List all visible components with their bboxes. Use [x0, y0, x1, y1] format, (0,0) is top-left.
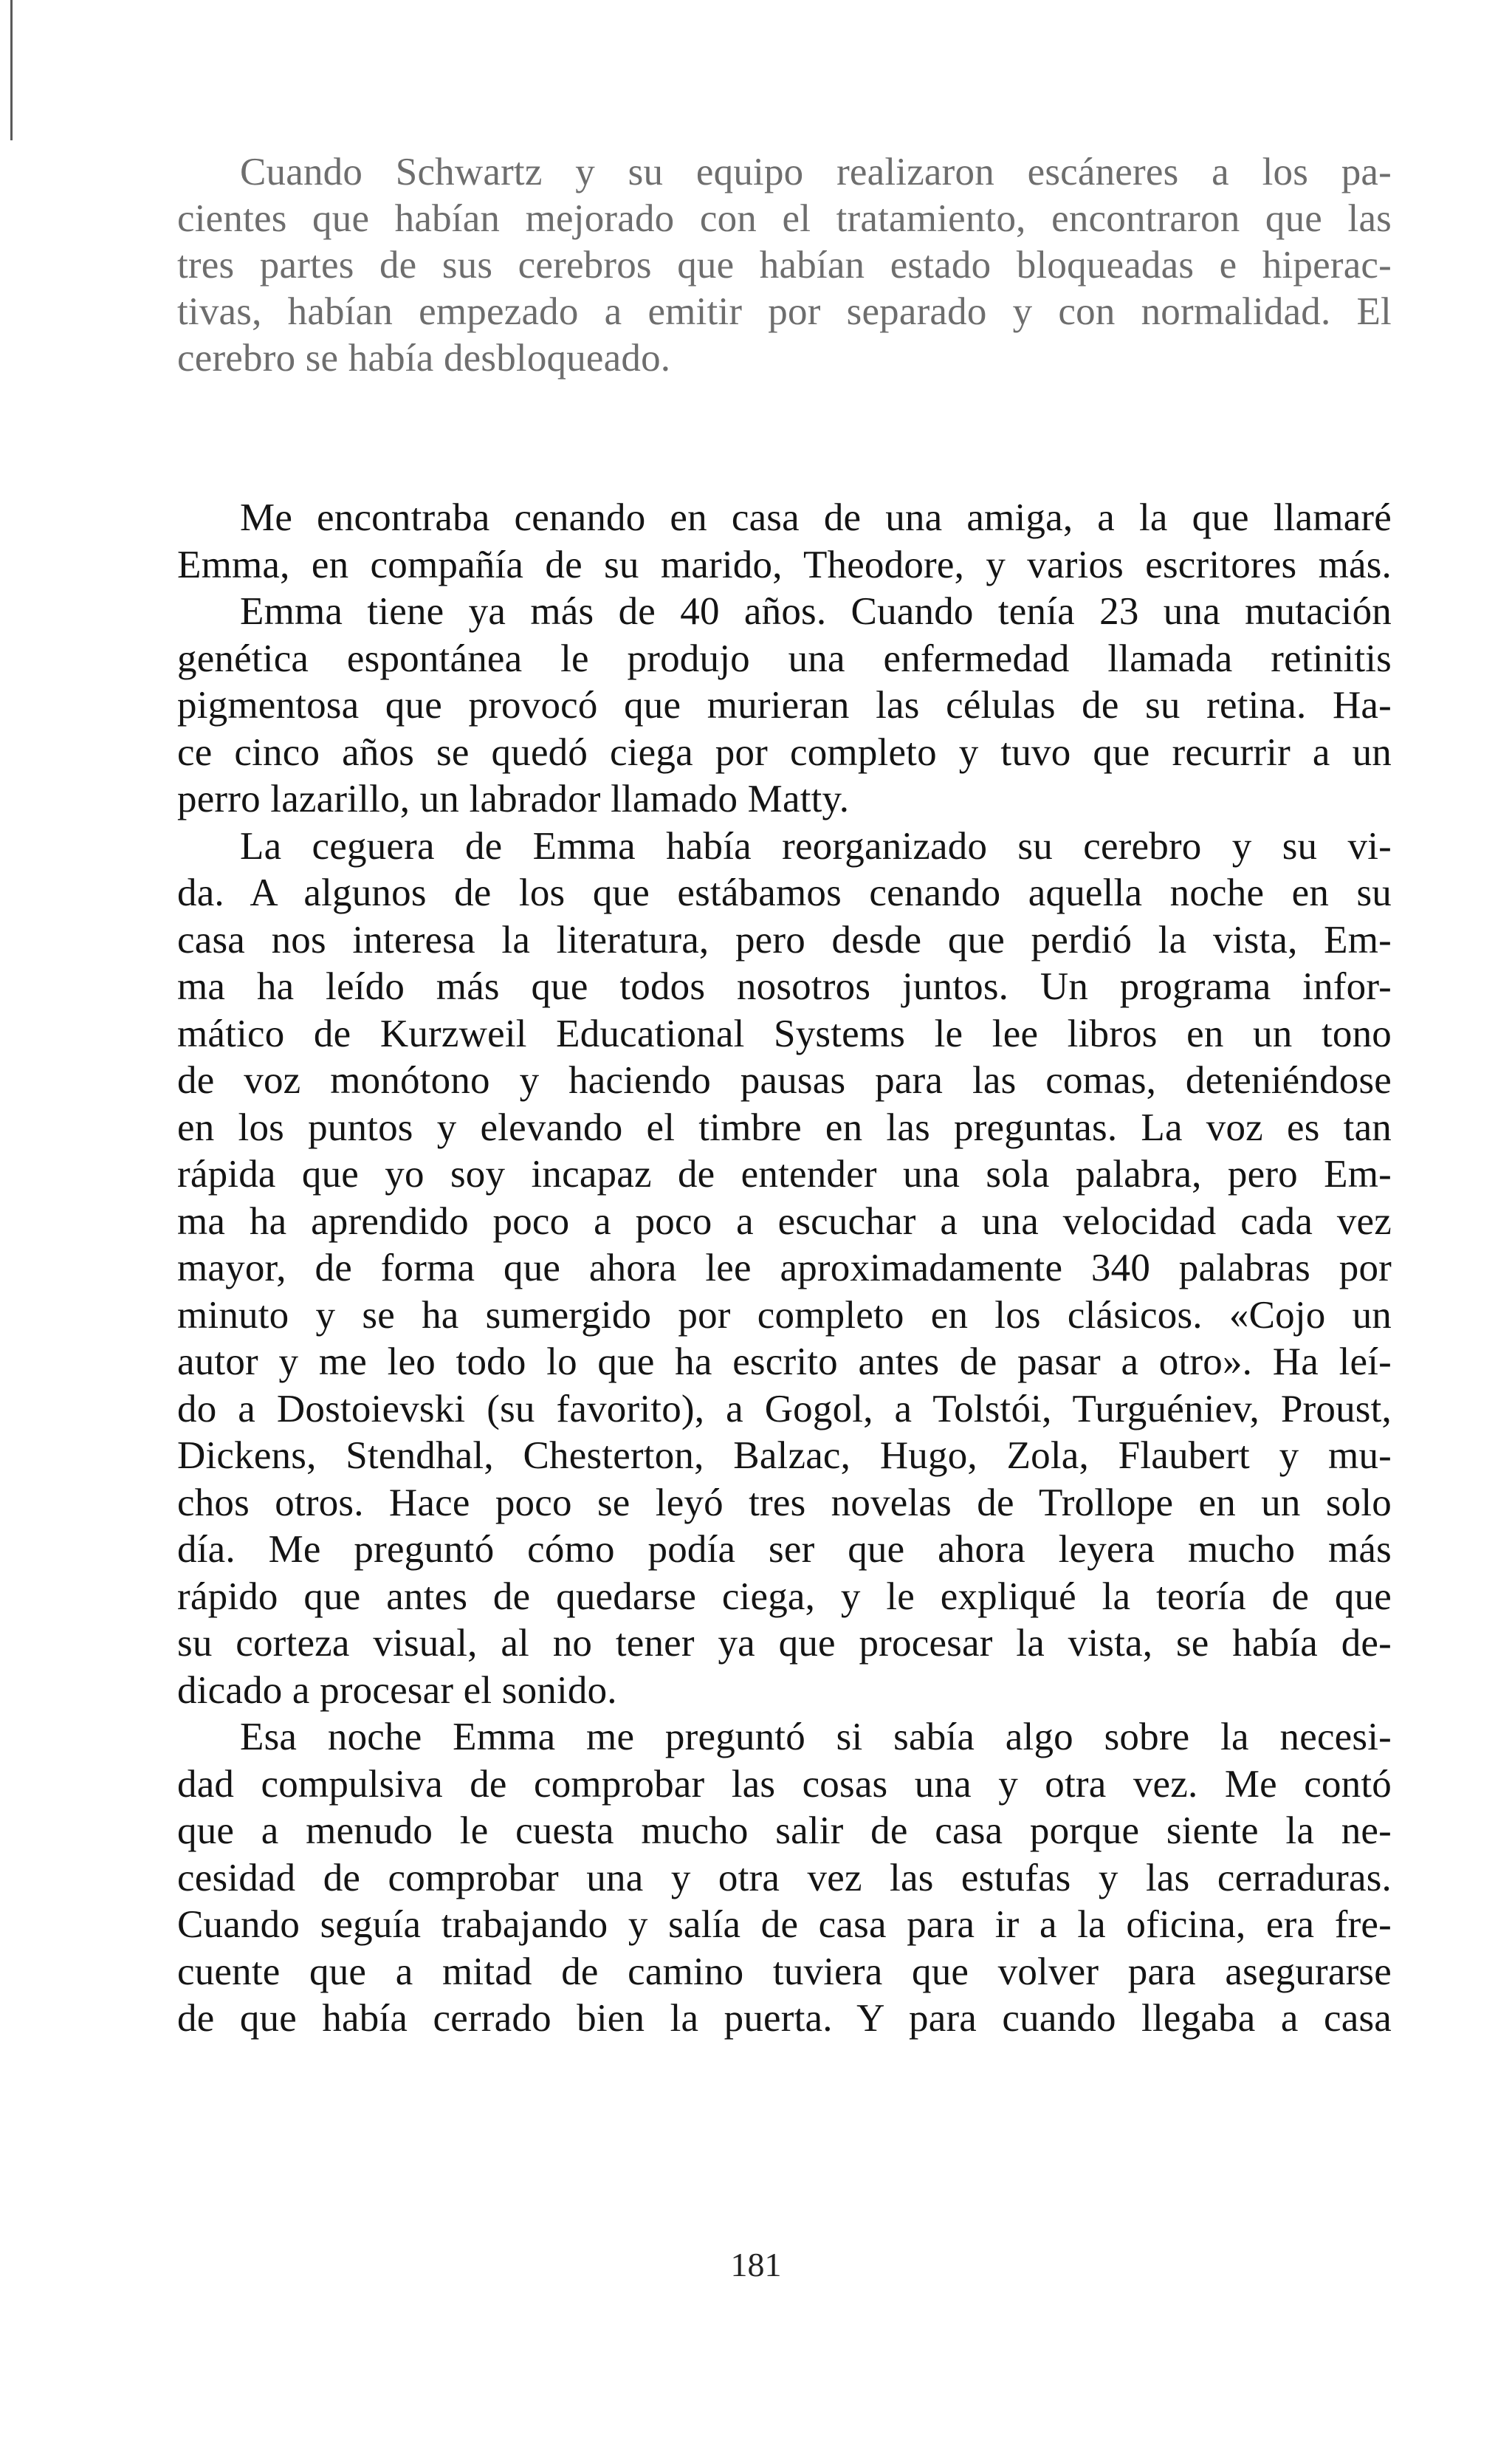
text-line: tres partes de sus cerebros que habían estado bloqueadas e hiperac- — [177, 244, 1392, 287]
text-line: da. A algunos de los que estábamos cenando aquella noche en su — [177, 871, 1392, 914]
text-line: do a Dostoievski (su favorito), a Gogol, a Tolstói, Turguéniev, Proust, — [177, 1387, 1392, 1430]
page-edge-mark — [10, 0, 13, 140]
text-line: casa nos interesa la literatura, pero desde que perdió la vista, Em- — [177, 918, 1392, 962]
text-line: Emma tiene ya más de 40 años. Cuando tenía 23 una mutación — [240, 590, 1392, 633]
text-line: rápido que antes de quedarse ciega, y le expliqué la teoría de que — [177, 1574, 1392, 1618]
text-line: tivas, habían empezado a emitir por separado y con normalidad. El — [177, 290, 1392, 333]
text-line: Esa noche Emma me preguntó si sabía algo sobre la necesi- — [240, 1716, 1392, 1758]
text-line: Me encontraba cenando en casa de una amiga, a la que llamaré — [240, 496, 1392, 539]
text-line: Dickens, Stendhal, Chesterton, Balzac, Hugo, Zola, Flaubert y mu- — [177, 1434, 1392, 1477]
text-line: pigmentosa que provocó que murieran las células de su retina. Ha- — [177, 684, 1392, 727]
text-line: en los puntos y elevando el timbre en las preguntas. La voz es tan — [177, 1106, 1392, 1149]
text-line: su corteza visual, al no tener ya que procesar la vista, se había de- — [177, 1622, 1392, 1665]
text-line: día. Me preguntó cómo podía ser que ahora leyera mucho más — [177, 1528, 1392, 1571]
text-line: cuente que a mitad de camino tuviera que volver para asegurarse — [177, 1950, 1392, 1993]
text-line: ma ha aprendido poco a poco a escuchar a una velocidad cada vez — [177, 1199, 1392, 1243]
text-line: de que había cerrado bien la puerta. Y para cuando llegaba a casa — [177, 1997, 1392, 2040]
text-line: La ceguera de Emma había reorganizado su cerebro y su vi- — [240, 824, 1392, 868]
text-line: chos otros. Hace poco se leyó tres novelas de Trollope en un solo — [177, 1481, 1392, 1524]
text-line: que a menudo le cuesta mucho salir de casa porque siente la ne- — [177, 1809, 1392, 1852]
text-line: dicado a procesar el sonido. — [177, 1668, 617, 1712]
opening-paragraph — [177, 149, 1392, 382]
body-text — [177, 495, 1392, 2043]
text-line: Cuando seguía trabajando y salía de casa para ir a la oficina, era fre- — [177, 1903, 1392, 1946]
text-line: Emma, en compañía de su marido, Theodore, y varios escritores más. — [177, 543, 1392, 586]
text-line: mayor, de forma que ahora lee aproximadamente 340 palabras por — [177, 1247, 1392, 1289]
text-line: mático de Kurzweil Educational Systems le lee libros en un tono — [177, 1012, 1392, 1055]
text-line: cerebro se había desbloqueado. — [177, 337, 671, 380]
text-line: cesidad de comprobar una y otra vez las estufas y las cerraduras. — [177, 1856, 1392, 1899]
text-line: de voz monótono y haciendo pausas para las comas, deteniéndose — [177, 1059, 1392, 1102]
text-line: rápida que yo soy incapaz de entender una sola palabra, pero Em- — [177, 1153, 1392, 1196]
text-line: genética espontánea le produjo una enfermedad llamada retinitis — [177, 637, 1392, 680]
text-line: ce cinco años se quedó ciega por completo y tuvo que recurrir a un — [177, 730, 1392, 774]
page-number: 181 — [730, 2246, 782, 2283]
text-line: dad compulsiva de comprobar las cosas una y otra vez. Me contó — [177, 1762, 1392, 1806]
text-line: Cuando Schwartz y su equipo realizaron escáneres a los pa- — [240, 151, 1392, 193]
text-line: perro lazarillo, un labrador llamado Matty. — [177, 778, 850, 820]
text-line: autor y me leo todo lo que ha escrito antes de pasar a otro». Ha leí- — [177, 1340, 1392, 1383]
text-line: cientes que habían mejorado con el tratamiento, encontraron que las — [177, 197, 1392, 240]
text-line: ma ha leído más que todos nosotros juntos. Un programa infor- — [177, 965, 1392, 1008]
text-line: minuto y se ha sumergido por completo en los clásicos. «Cojo un — [177, 1293, 1392, 1337]
